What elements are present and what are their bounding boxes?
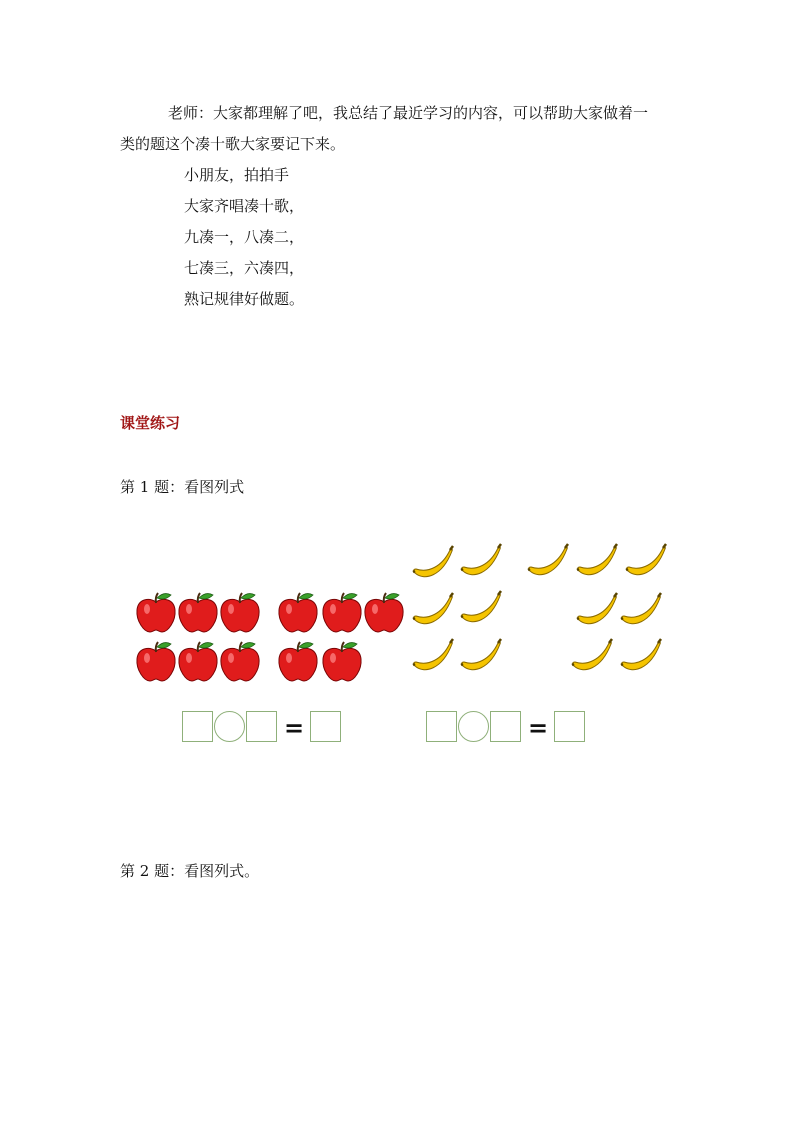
song-line: 大家齐唱凑十歌， (184, 197, 305, 215)
banana-icon (412, 545, 456, 585)
apple-icon (176, 591, 220, 635)
apple-icon (276, 640, 320, 684)
answer-box[interactable] (426, 711, 457, 742)
apple-icon (218, 591, 262, 635)
banana-icon (625, 543, 669, 583)
equals-sign: = (528, 714, 549, 742)
apple-icon (134, 591, 178, 635)
answer-box[interactable] (182, 711, 213, 742)
banana-icon (620, 592, 664, 632)
banana-icon (412, 592, 456, 632)
song-line: 熟记规律好做题。 (184, 290, 305, 308)
answer-box[interactable] (246, 711, 277, 742)
question-1-label: 第 1 题：看图列式 (120, 478, 245, 496)
banana-icon (571, 638, 615, 678)
answer-box[interactable] (490, 711, 521, 742)
operator-circle[interactable] (214, 711, 245, 742)
song-line: 小朋友，拍拍手 (184, 166, 290, 184)
operator-circle[interactable] (458, 711, 489, 742)
apple-icon (276, 591, 320, 635)
banana-icon (620, 638, 664, 678)
banana-icon (576, 592, 620, 632)
apple-icon (134, 640, 178, 684)
banana-icon (527, 543, 571, 583)
banana-icon (460, 543, 504, 583)
apple-icon (320, 640, 364, 684)
banana-icon (412, 638, 456, 678)
question-2-label: 第 2 题：看图列式。 (120, 862, 260, 880)
equals-sign: = (284, 714, 305, 742)
intro-line-2: 类的题这个凑十歌大家要记下来。 (120, 135, 346, 153)
banana-icon (460, 590, 504, 630)
result-box[interactable] (310, 711, 341, 742)
intro-line-1: 老师：大家都理解了吧，我总结了最近学习的内容，可以帮助大家做着一 (168, 104, 649, 122)
song-line: 七凑三，六凑四， (184, 259, 305, 277)
result-box[interactable] (554, 711, 585, 742)
song-line: 九凑一，八凑二， (184, 228, 305, 246)
apple-icon (218, 640, 262, 684)
banana-icon (576, 543, 620, 583)
banana-icon (460, 638, 504, 678)
apple-icon (176, 640, 220, 684)
apple-icon (362, 591, 406, 635)
apple-icon (320, 591, 364, 635)
section-heading: 课堂练习 (120, 414, 181, 432)
